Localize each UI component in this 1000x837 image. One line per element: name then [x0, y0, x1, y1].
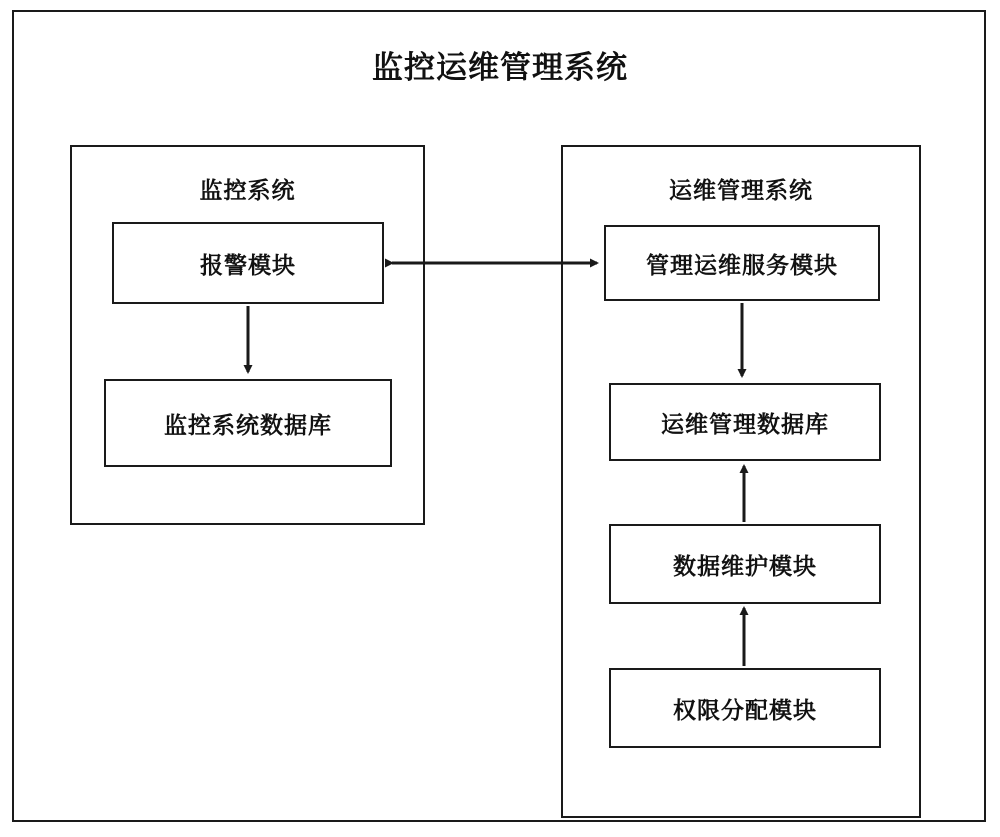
- diagram-title: 监控运维管理系统: [372, 50, 628, 86]
- node-management-om-service-module[interactable]: 管理运维服务模块: [604, 225, 880, 301]
- node-om-management-database[interactable]: 运维管理数据库: [609, 383, 881, 461]
- node-data-maintenance-module[interactable]: 数据维护模块: [609, 524, 881, 604]
- node-permission-allocation-module[interactable]: 权限分配模块: [609, 668, 881, 748]
- group-monitoring-system-title: 监控系统: [199, 178, 296, 204]
- node-monitoring-system-database[interactable]: 监控系统数据库: [104, 379, 392, 467]
- group-om-management-system-title: 运维管理系统: [669, 178, 813, 204]
- node-alarm-module[interactable]: 报警模块: [112, 222, 384, 304]
